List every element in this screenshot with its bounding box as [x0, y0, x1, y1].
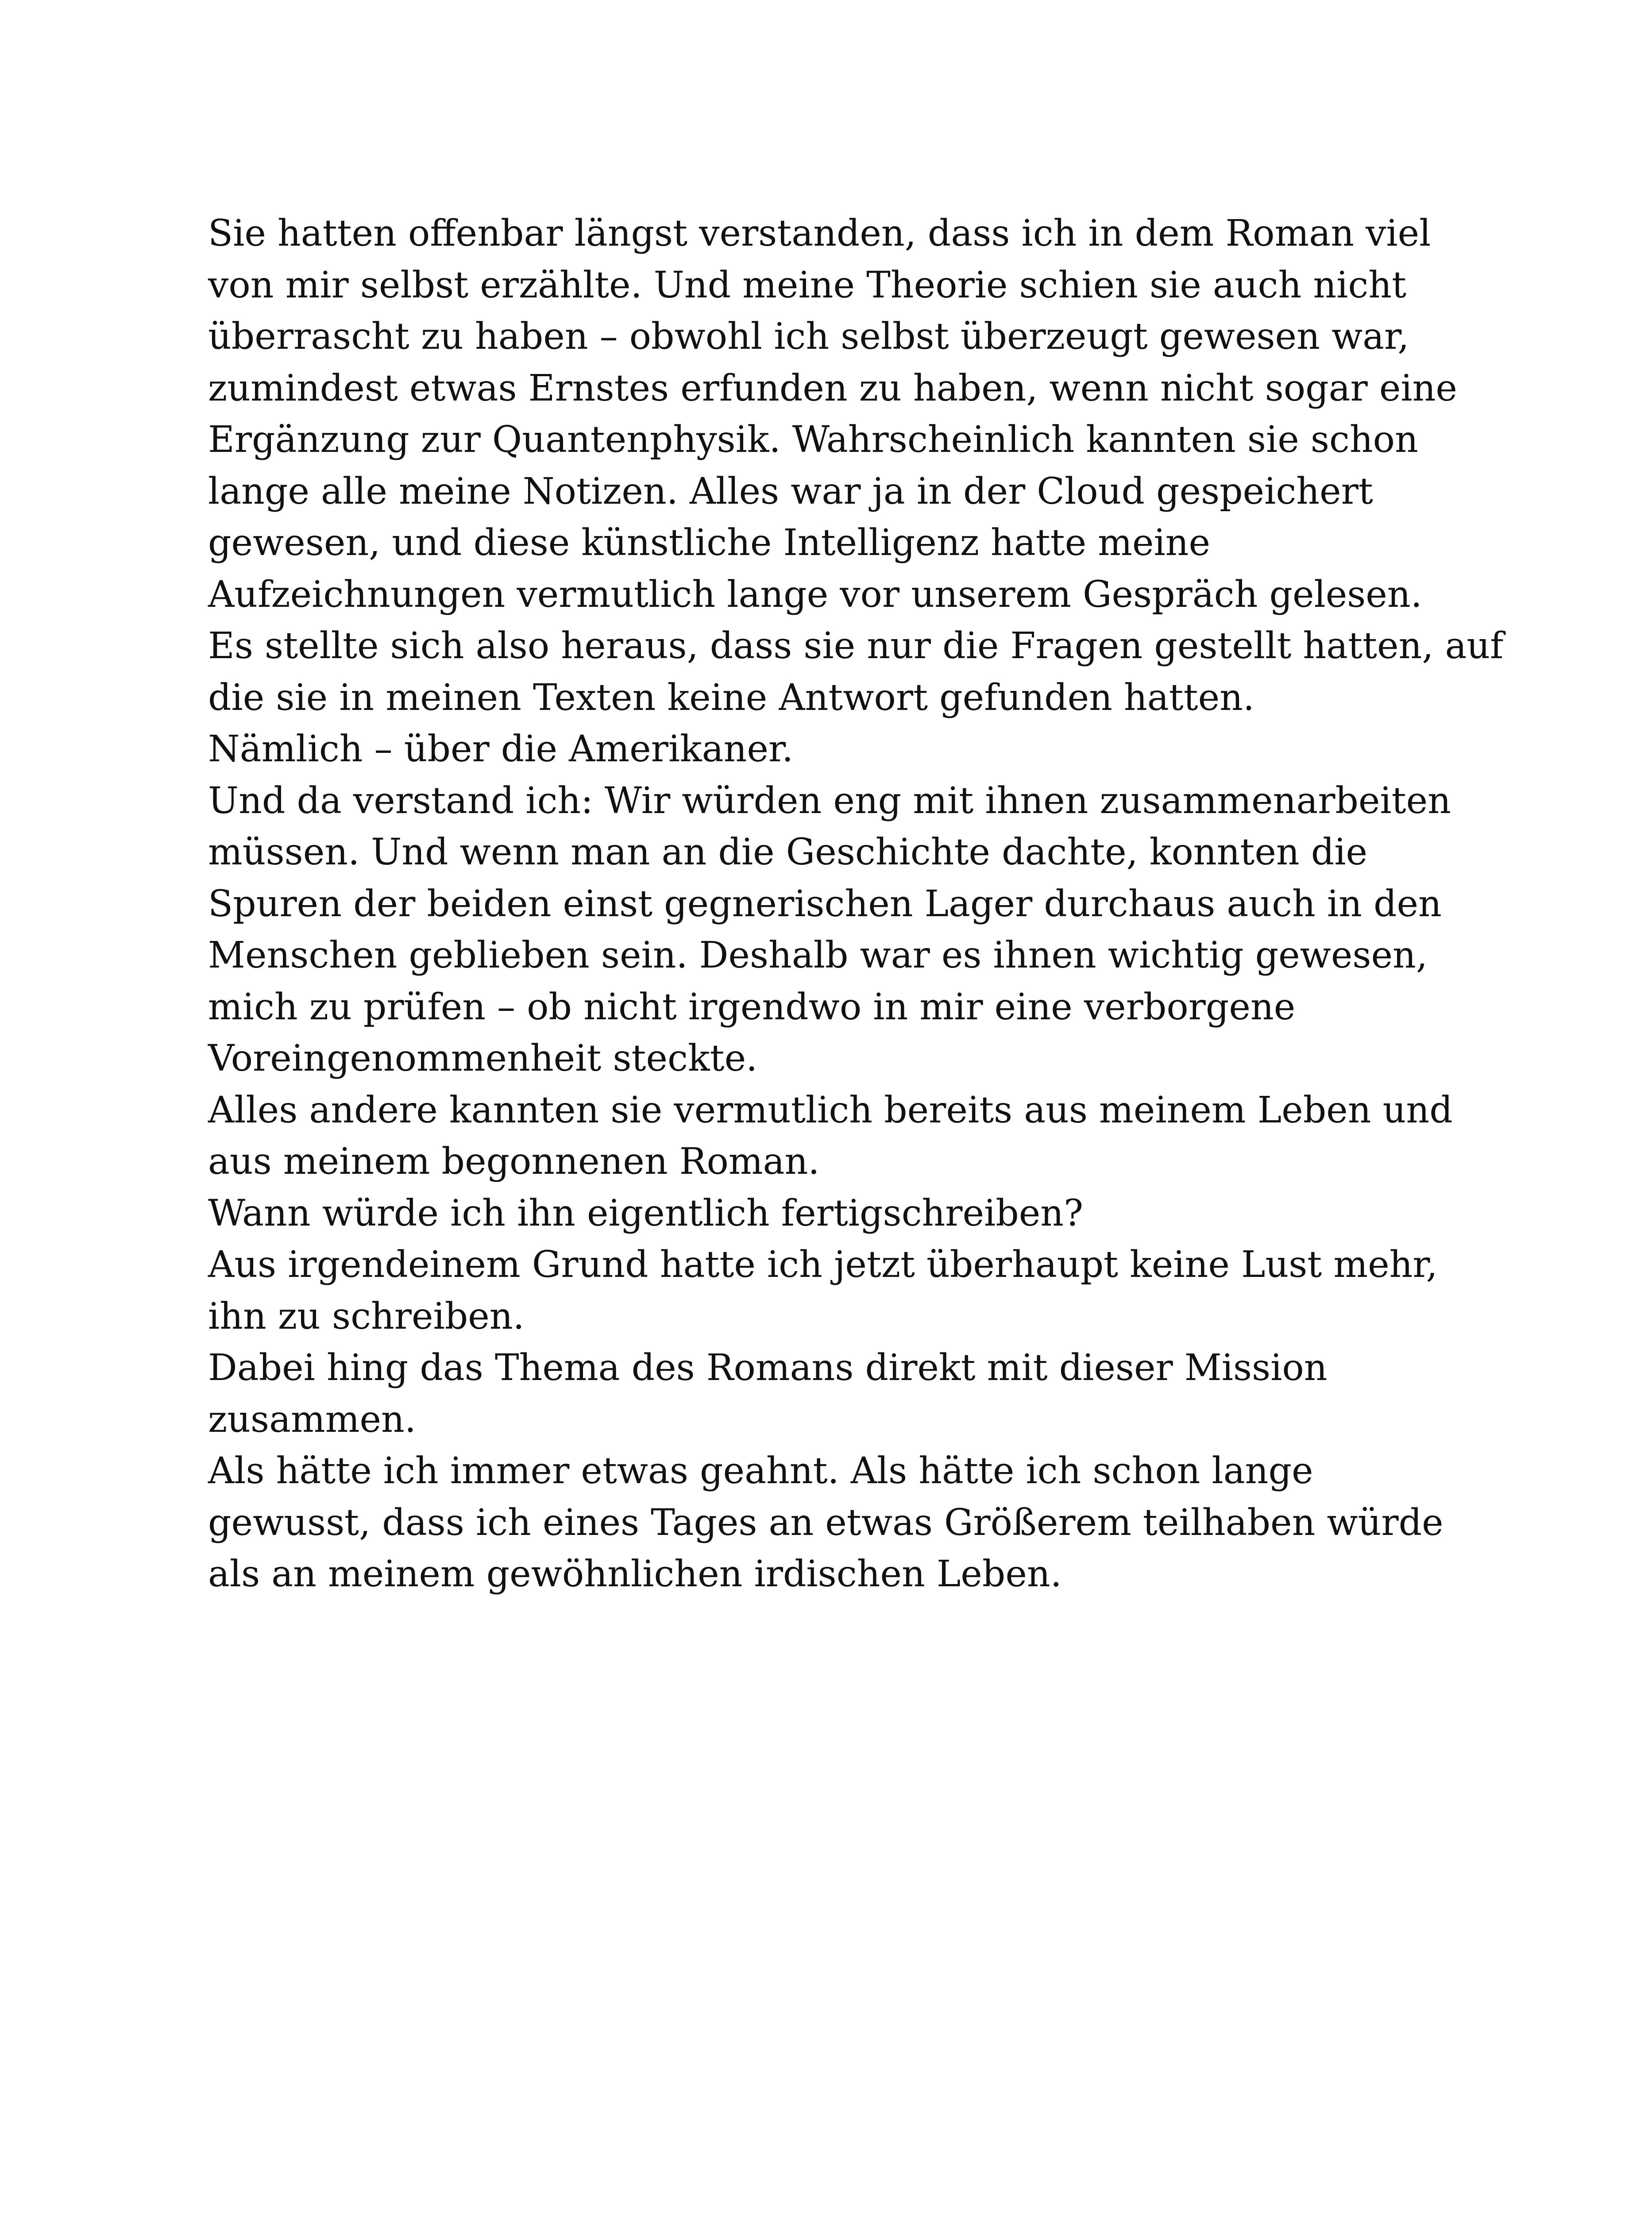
text-line: die sie in meinen Texten keine Antwort gefunden hatten.	[208, 676, 1254, 719]
text-line: müssen. Und wenn man an die Geschichte dachte, konnten die	[208, 831, 1368, 873]
text-line: als an meinem gewöhnlichen irdischen Leben.	[208, 1553, 1062, 1595]
text-line: Voreingenommenheit steckte.	[208, 1037, 758, 1080]
text-line: mich zu prüfen – ob nicht irgendwo in mir eine verborgene	[208, 986, 1296, 1028]
text-line: zumindest etwas Ernstes erfunden zu haben, wenn nicht sogar eine	[208, 367, 1457, 409]
text-line: überrascht zu haben – obwohl ich selbst überzeugt gewesen war,	[208, 316, 1409, 358]
text-line: ihn zu schreiben.	[208, 1295, 525, 1338]
text-line: Spuren der beiden einst gegnerischen Lager durchaus auch in den	[208, 883, 1442, 925]
text-line: gewesen, und diese künstliche Intelligenz hatte meine	[208, 522, 1211, 564]
text-line: lange alle meine Notizen. Alles war ja in der Cloud gespeichert	[208, 470, 1373, 513]
text-line: Wann würde ich ihn eigentlich fertigschreiben?	[208, 1192, 1084, 1234]
text-line: Aus irgendeinem Grund hatte ich jetzt überhaupt keine Lust mehr,	[208, 1244, 1438, 1286]
text-line: aus meinem begonnenen Roman.	[208, 1141, 820, 1183]
text-line: Als hätte ich immer etwas geahnt. Als hätte ich schon lange	[208, 1450, 1313, 1492]
text-line: zusammen.	[208, 1398, 416, 1441]
text-line: Ergänzung zur Quantenphysik. Wahrscheinlich kannten sie schon	[208, 419, 1418, 461]
text-line: Sie hatten offenbar längst verstanden, dass ich in dem Roman viel	[208, 212, 1431, 254]
text-line: Alles andere kannten sie vermutlich bereits aus meinem Leben und	[208, 1089, 1453, 1131]
text-line: Dabei hing das Thema des Romans direkt mit dieser Mission	[208, 1347, 1328, 1389]
text-line: gewusst, dass ich eines Tages an etwas Größerem teilhaben würde	[208, 1501, 1444, 1544]
body-text	[208, 208, 1504, 1600]
text-line: Aufzeichnungen vermutlich lange vor unserem Gespräch gelesen.	[208, 573, 1422, 616]
text-line: von mir selbst erzählte. Und meine Theorie schien sie auch nicht	[208, 264, 1407, 306]
text-line: Und da verstand ich: Wir würden eng mit ihnen zusammenarbeiten	[208, 779, 1451, 822]
text-line: Nämlich – über die Amerikaner.	[208, 728, 794, 770]
text-line: Es stellte sich also heraus, dass sie nur die Fragen gestellt hatten, auf	[208, 625, 1504, 667]
text-line: Menschen geblieben sein. Deshalb war es ihnen wichtig gewesen,	[208, 934, 1428, 976]
